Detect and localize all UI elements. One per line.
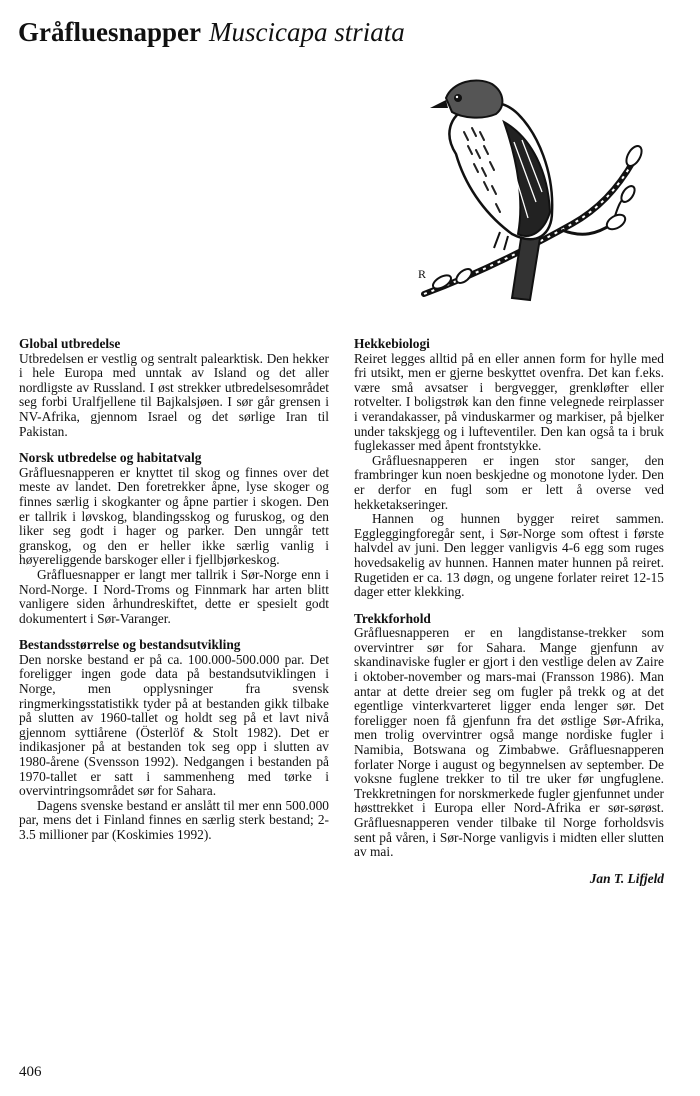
illustration-signature: R (418, 267, 427, 281)
paragraph: Utbredelsen er vestlig og sentralt palearktisk. Den hekker i hele Europa med unntak av Island og det aller nordligste av Russland. I øst strekker utbredelsesområdet seg forbi Uralfjellene til Bajkalsjøen. I sør går grensen i NV-Afrika, gjennom Israel og det sørlige Iran til Pakistan. (19, 350, 329, 439)
paragraph: Gråfluesnapperen er en langdistanse-trekker som overvintrer sør for Sahara. Mange gjenfunn av skandinaviske fugler er gjort i den vestlige delen av Zaire i oktober-november og mars-mai (Fransson 1986). Man antar at dette dreier seg om fugler på trekk og at det egentlige vinterkvarteret ligger enda lenger sør. Det foreligger noen få gjenfunn fra det østlige Sør-Afrika, men trolig overvintrer også mange nordiske fugler i Namibia, Botswana og Zimbabwe. Gråfluesnapperen forlater Norge i august og begynnelsen av september. De voksne fuglene trekker to til tre uker før ungfuglene. Trekkretningen for norskmerkede fugler gjenfunnet under høsttrekket i Europa eller Nord-Afrika er sør-sørøst. Gråfluesnapperen vender tilbake til Norge forholdsvis sent på våren, i Sør-Norge vanligvis i midten eller slutten av mai. (354, 625, 664, 860)
section-migration (354, 612, 664, 860)
paragraph: Gråfluesnapper er langt mer tallrik i Sør-Norge enn i Nord-Norge. I Nord-Troms og Finnmark har arten blitt vanligere siden århundreskiftet, dette er spesielt godt dokumentert i Sør-Varanger. (19, 566, 329, 626)
section-heading: Bestandsstørrelse og bestandsutvikling (19, 637, 241, 653)
section-norwegian-distribution (19, 451, 329, 626)
species-latin-name: Muscicapa striata (209, 17, 405, 47)
left-column (19, 337, 329, 855)
paragraph: Hannen og hunnen bygger reiret sammen. Eggleggingforegår sent, i Sør-Norge som oftest i første halvdel av juni. Den legger vanligvis 4-6 egg som ruges hovedsakelig av hunnen. Hannen mater hunnen på reiret. Rugetiden er ca. 13 døgn, og ungene forlater reiret 12-15 dager etter klekking. (354, 511, 664, 600)
section-breeding-biology (354, 337, 664, 600)
section-heading: Trekkforhold (354, 610, 431, 626)
paragraph: Dagens svenske bestand er anslått til mer enn 500.000 par, mens det i Finland finnes en særlig sterk bestand; 2-3.5 millioner par (Koskimies 1992). (19, 797, 329, 842)
section-population (19, 638, 329, 842)
bird-illustration (412, 62, 674, 324)
paragraph: Reiret legges alltid på en eller annen form for hylle med fri utsikt, men er gjerne beskyttet ovenfra. Det kan f.eks. være små avsatser i bergvegger, grenkløfter eller rotvelter. I boligstrøk kan den finne velegnede reirplasser i verandakasser, på vinduskarmer og markiser, på bjelker under takskjegg og i lufteventiler. Den kan også ta i bruk fuglekasser med åpent frontstykke. (354, 350, 664, 454)
right-column (354, 337, 664, 886)
author-name: Jan T. Lifjeld (589, 870, 664, 886)
section-heading: Global utbredelse (19, 336, 121, 351)
section-global-distribution (19, 337, 329, 439)
page-number: 406 (19, 1064, 42, 1080)
species-common-name: Gråfluesnapper (18, 17, 202, 47)
section-heading: Norsk utbredelse og habitatvalg (19, 450, 202, 466)
paragraph: Gråfluesnapperen er ingen stor sanger, den frambringer kun noen beskjedne og monotone lyder. Den er derfor en fugl som er lett å overse ved hekketakseringer. (354, 452, 664, 512)
paragraph: Gråfluesnapperen er knyttet til skog og finnes over det meste av landet. Den foretrekker åpne, lyse skoger og finnes særlig i skogkanter og åpne partier i skogen. Den er tallrik i løvskog, blandingsskog og furuskog, og den liker seg godt i hager og parker. Den unngår tett granskog, og den er heller ikke særlig vanlig i høyereliggende barskoger eller i fjellbjørkeskog. (19, 464, 329, 568)
section-heading: Hekkebiologi (354, 336, 430, 351)
paragraph: Den norske bestand er på ca. 100.000-500.000 par. Det foreligger ingen gode data på bestandsutviklingen i Norge, men opplysninger fra svensk ringmerkingsstatistikk tyder på at bestanden gikk tilbake på slutten av 1960-tallet og holdt seg på et lavt nivå gjennom syttiårene (Österlöf & Stolt 1982). Det er indikasjoner på at bestanden tok seg opp i slutten av 1980-årene (Svensson 1992). Nedgangen i bestanden på 1970-tallet er satt i sammenheng med tørke i overvintringsområdet sør for Sahara. (19, 651, 329, 799)
page-title (18, 14, 405, 50)
